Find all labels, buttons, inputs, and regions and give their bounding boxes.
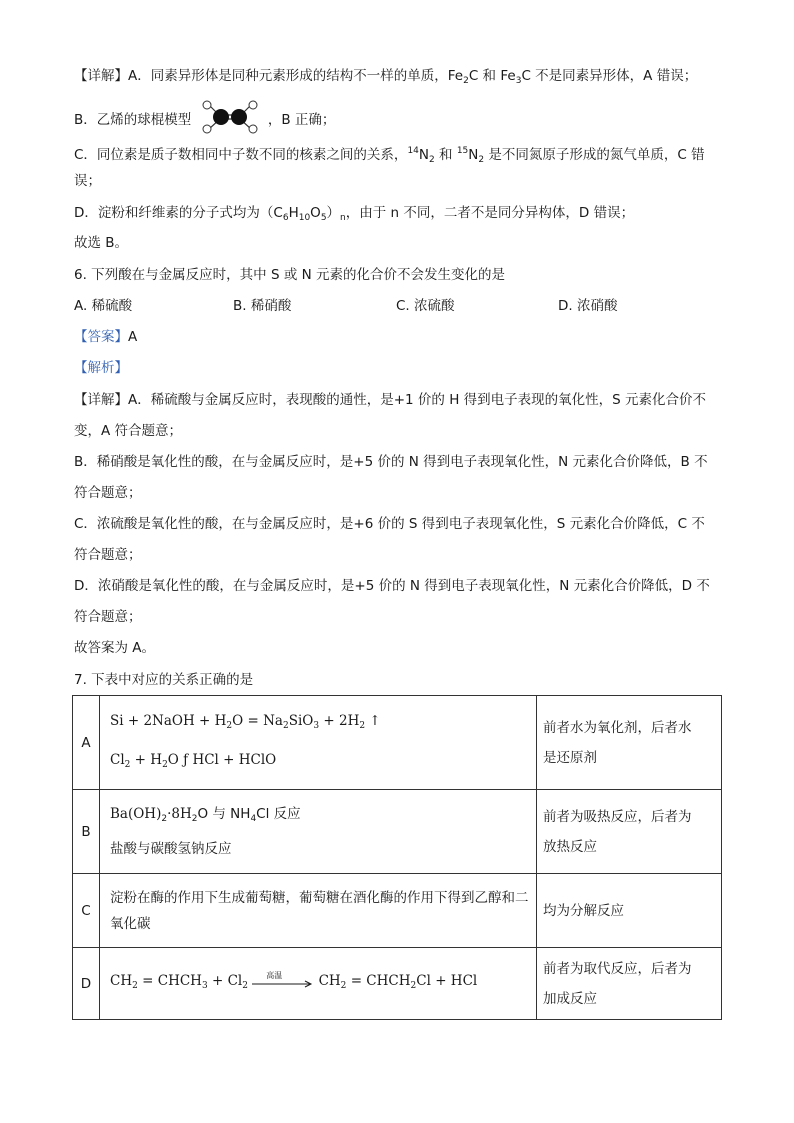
q7-table <box>72 695 722 1020</box>
table-row <box>73 790 722 874</box>
row-label: B <box>73 790 100 874</box>
q6-stem: 6. 下列酸在与金属反应时，其中 S 或 N 元素的化合价不会发生变化的是 <box>74 267 506 283</box>
ethylene-ball-stick-model-icon <box>200 100 260 140</box>
reaction-hcl-bicarbonate: 盐酸与碳酸氢钠反应 <box>110 841 232 857</box>
q6-option-c: C. 浓硫酸 <box>396 298 455 314</box>
q6-detail-line-4: 符合题意； <box>74 485 142 501</box>
relation-cell: 前者为吸热反应，后者为 放热反应 <box>537 790 722 874</box>
q6-detail-line-3: B．稀硝酸是氧化性的酸，在与金属反应时，是+5 价的 N 得到电子表现氧化性，N 元素化合价降低，B 不 <box>74 454 708 470</box>
row-label: A <box>73 696 100 790</box>
equation-cl2-water: $Cl_2 + H_2O$ ƒ HCl + HClO <box>110 751 277 770</box>
q6-option-b: B. 稀硝酸 <box>233 298 292 314</box>
q5-line-b: B．乙烯的球棍模型 ，B 正确； <box>74 100 734 140</box>
q5-conclusion: 故选 B。 <box>74 235 129 251</box>
q6-option-a: A. 稀硫酸 <box>74 298 133 314</box>
q6-detail-line-7: D．浓硝酸是氧化性的酸，在与金属反应时，是+5 价的 N 得到电子表现氧化性，N 元素化合价降低，D 不 <box>74 578 710 594</box>
reaction-barium-hydroxide: $Ba(OH)_2\cdot 8H_2O$ 与 $NH_4Cl$ 反应 <box>110 806 301 824</box>
table-row <box>73 696 722 790</box>
q5-line-a: 【详解】A．同素异形体是同种元素形成的结构不一样的单质，$Fe_2C$ 和 $Fe_3C$ 不是同素异形体，A 错误； <box>74 68 698 86</box>
q5-line-d: D．淀粉和纤维素的分子式均为$(C_6H_{10}O_5)_n$，由于 n 不同，二者不是同分异构体，D 错误； <box>74 205 635 223</box>
table-row <box>73 948 722 1020</box>
q6-answer: 【答案】A <box>74 329 138 345</box>
q7-stem: 7. 下表中对应的关系正确的是 <box>74 672 254 688</box>
q6-conclusion: 故答案为 A。 <box>74 640 156 656</box>
q6-option-d: D. 浓硝酸 <box>558 298 618 314</box>
relation-cell: 前者水为氧化剂，后者水 是还原剂 <box>537 696 722 790</box>
relation-cell: 前者为取代反应，后者为 加成反应 <box>537 948 722 1020</box>
table-row <box>73 874 722 948</box>
q5-line-c1: C．同位素是质子数相同中子数不同的核素之间的关系，$^{14}N_2$ 和 $^{15}N_2$ 是不同氮原子形成的氮气单质，C 错 <box>74 146 705 165</box>
q6-detail-line-8: 符合题意； <box>74 609 142 625</box>
q6-analysis-tag: 【解析】 <box>74 360 128 376</box>
equation-si-naoh: Si + 2NaOH + $H_2O = Na_2SiO_3 + 2H_2$ ↑ <box>110 712 381 731</box>
equation-cell <box>100 696 537 790</box>
reaction-cell: 淀粉在酶的作用下生成葡萄糖，葡萄糖在酒化酶的作用下得到乙醇和二 氧化碳 <box>100 874 537 948</box>
row-label: C <box>73 874 100 948</box>
q6-detail-line-6: 符合题意； <box>74 547 142 563</box>
reaction-cell <box>100 790 537 874</box>
q5-line-c2: 误； <box>74 173 101 189</box>
row-label: D <box>73 948 100 1020</box>
equation-propene-chlorination: $CH_2$ = $CHCH_3 + Cl_2$ 高温 $CH_2$ = $CHCH_2Cl$ + HCl <box>110 970 478 991</box>
q6-detail-line-5: C．浓硫酸是氧化性的酸，在与金属反应时，是+6 价的 S 得到电子表现氧化性，S 元素化合价降低，C 不 <box>74 516 705 532</box>
reaction-arrow-icon: 高温 <box>252 972 314 992</box>
q6-detail-line-2: 变，A 符合题意； <box>74 423 183 439</box>
answer-tag: 【答案】 <box>74 329 128 345</box>
q6-detail-line-1: 【详解】A．稀硫酸与金属反应时，表现酸的通性，是+1 价的 H 得到电子表现的氧化性，S 元素化合价不 <box>74 392 707 408</box>
equation-cell <box>100 948 537 1020</box>
detail-tag: 【详解】 <box>74 68 128 84</box>
relation-cell: 均为分解反应 <box>537 874 722 948</box>
